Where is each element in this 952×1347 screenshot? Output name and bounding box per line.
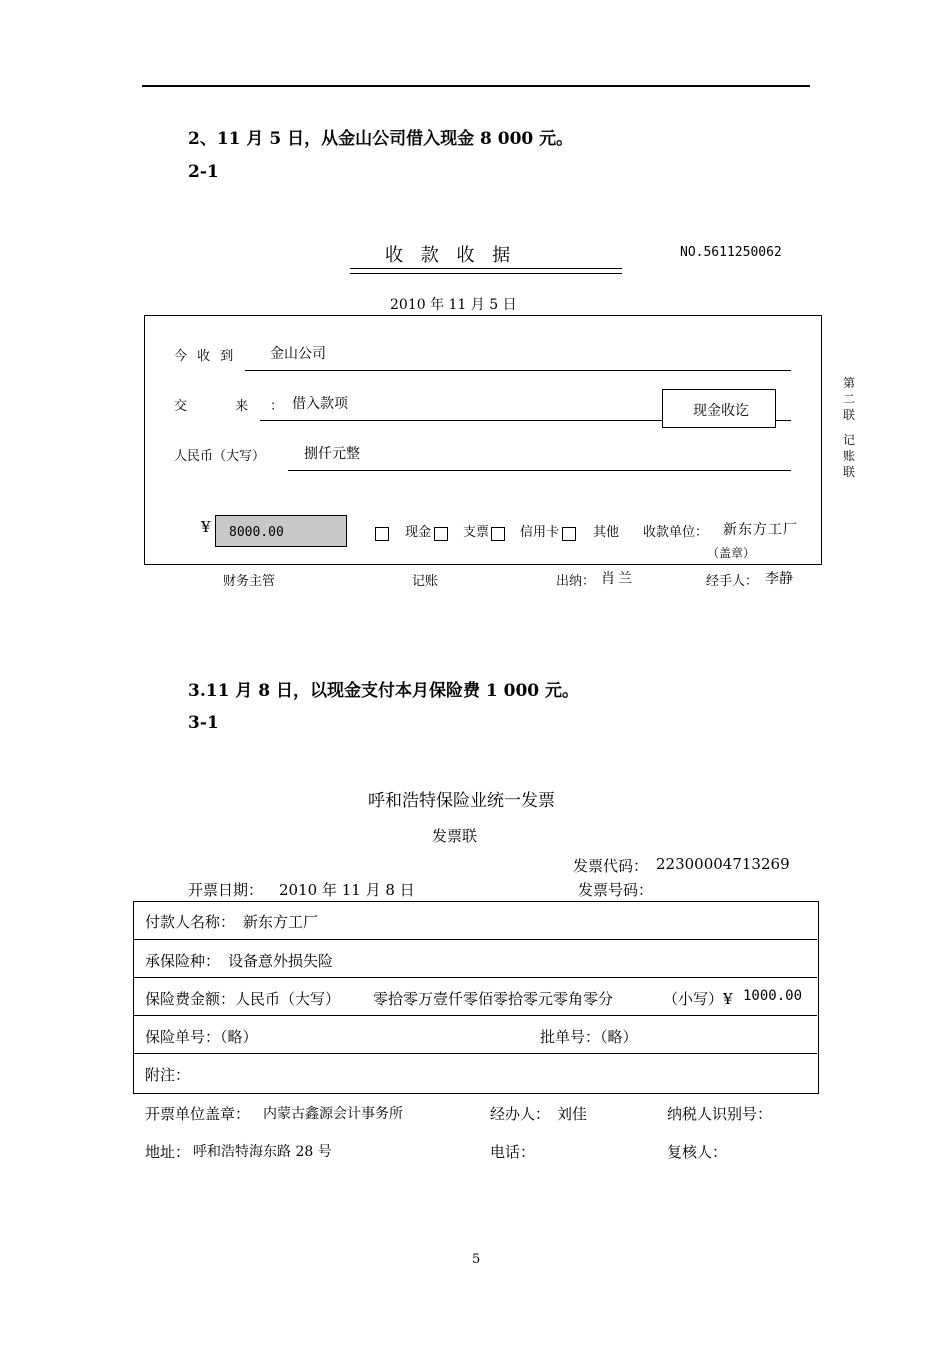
finance-manager: 财务主管 [223, 574, 276, 589]
section3-sub: 3-1 [188, 713, 219, 733]
option-other-checkbox[interactable] [562, 527, 576, 541]
cashier-label: 出纳： [556, 574, 596, 589]
invoice-row-policy [133, 1015, 817, 1054]
side-note-1: 第二联 [843, 376, 856, 422]
invoice-row-amount [133, 977, 817, 1016]
invoice-row-payer [133, 901, 817, 939]
payer-value: 新东方工厂 [243, 913, 319, 931]
agent-value: 刘佳 [557, 1105, 588, 1123]
received-from-value: 金山公司 [270, 346, 326, 362]
option-credit-checkbox[interactable] [491, 527, 505, 541]
amount-small-label: （小写）¥ [663, 990, 733, 1008]
amount-label: 保险费金额：人民币（大写） [145, 990, 341, 1008]
receipt-date: 2010 年 11 月 5 日 [390, 297, 517, 313]
type-value: 设备意外损失险 [228, 952, 334, 970]
option-check-checkbox[interactable] [434, 527, 448, 541]
page-number: 5 [472, 1252, 481, 1267]
stamp-text: 现金收讫 [693, 403, 749, 419]
option-credit-label: 信用卡 [520, 525, 560, 540]
invoice-subtitle: 发票联 [432, 827, 478, 845]
for-label: 交 来： [174, 399, 306, 414]
endorse-label: 批单号：（略） [540, 1028, 638, 1046]
address-label: 地址： [145, 1143, 191, 1161]
section2-heading: 2、11 月 5 日，从金山公司借入现金 8 000 元。 [188, 129, 574, 149]
yen-symbol: ¥ [201, 518, 211, 536]
amount-small-value: 1000.00 [743, 988, 803, 1004]
invoice-code-value: 22300004713269 [656, 855, 790, 873]
option-cash-checkbox[interactable] [375, 527, 389, 541]
issuer-label: 开票单位盖章： [145, 1105, 251, 1123]
payer-label: 付款人名称： [145, 913, 236, 931]
invoice-date-label: 开票日期： [188, 881, 264, 899]
rmb-value: 捌仟元整 [304, 446, 360, 462]
handler-label: 经手人： [706, 574, 759, 589]
address-value: 呼和浩特海东路 28 号 [193, 1144, 332, 1160]
receipt-title-underline-2 [350, 273, 622, 274]
rmb-label: 人民币（大写） [174, 449, 266, 464]
receipt-number: NO.5611250062 [680, 245, 782, 260]
rmb-line [288, 470, 791, 471]
amount-value: 8000.00 [229, 525, 284, 540]
handler-value: 李静 [765, 571, 793, 587]
invoice-row-type [133, 939, 817, 978]
received-from-label: 今 收 到 [174, 349, 237, 364]
payee-value: 新东方工厂 [723, 522, 798, 538]
taxid-label: 纳税人识别号： [667, 1105, 773, 1123]
note-label: 附注： [145, 1066, 191, 1084]
amount-words: 零拾零万壹仟零佰零拾零元零角零分 [373, 990, 614, 1008]
option-check-label: 支票 [463, 525, 490, 540]
issuer-value: 内蒙古鑫源会计事务所 [263, 1106, 403, 1122]
received-from-line [245, 370, 791, 371]
option-cash-label: 现金 [405, 525, 432, 540]
phone-label: 电话： [490, 1143, 536, 1161]
bookkeeper: 记账 [412, 574, 439, 589]
for-value: 借入款项 [292, 396, 348, 412]
payee-label: 收款单位： [643, 525, 709, 540]
invoice-date-value: 2010 年 11 月 8 日 [279, 881, 415, 899]
policy-label: 保险单号：（略） [145, 1028, 258, 1046]
invoice-row-note [133, 1053, 817, 1092]
invoice-title: 呼和浩特保险业统一发票 [368, 791, 555, 811]
invoice-number-label: 发票号码： [578, 881, 654, 899]
receipt-title-underline-1 [350, 268, 622, 269]
agent-label: 经办人： [490, 1105, 551, 1123]
invoice-code-label: 发票代码： [573, 857, 649, 875]
reviewer-label: 复核人： [667, 1143, 728, 1161]
section3-heading: 3.11 月 8 日，以现金支付本月保险费 1 000 元。 [188, 681, 580, 701]
type-label: 承保险种： [145, 952, 221, 970]
side-note-2: 记账联 [843, 433, 856, 479]
cashier-value: 肖兰 [601, 571, 635, 587]
header-rule [142, 85, 810, 87]
seal-note: （盖章） [707, 546, 756, 560]
receipt-title: 收 款 收 据 [385, 245, 517, 266]
option-other-label: 其他 [593, 525, 620, 540]
section2-sub: 2-1 [188, 162, 219, 182]
